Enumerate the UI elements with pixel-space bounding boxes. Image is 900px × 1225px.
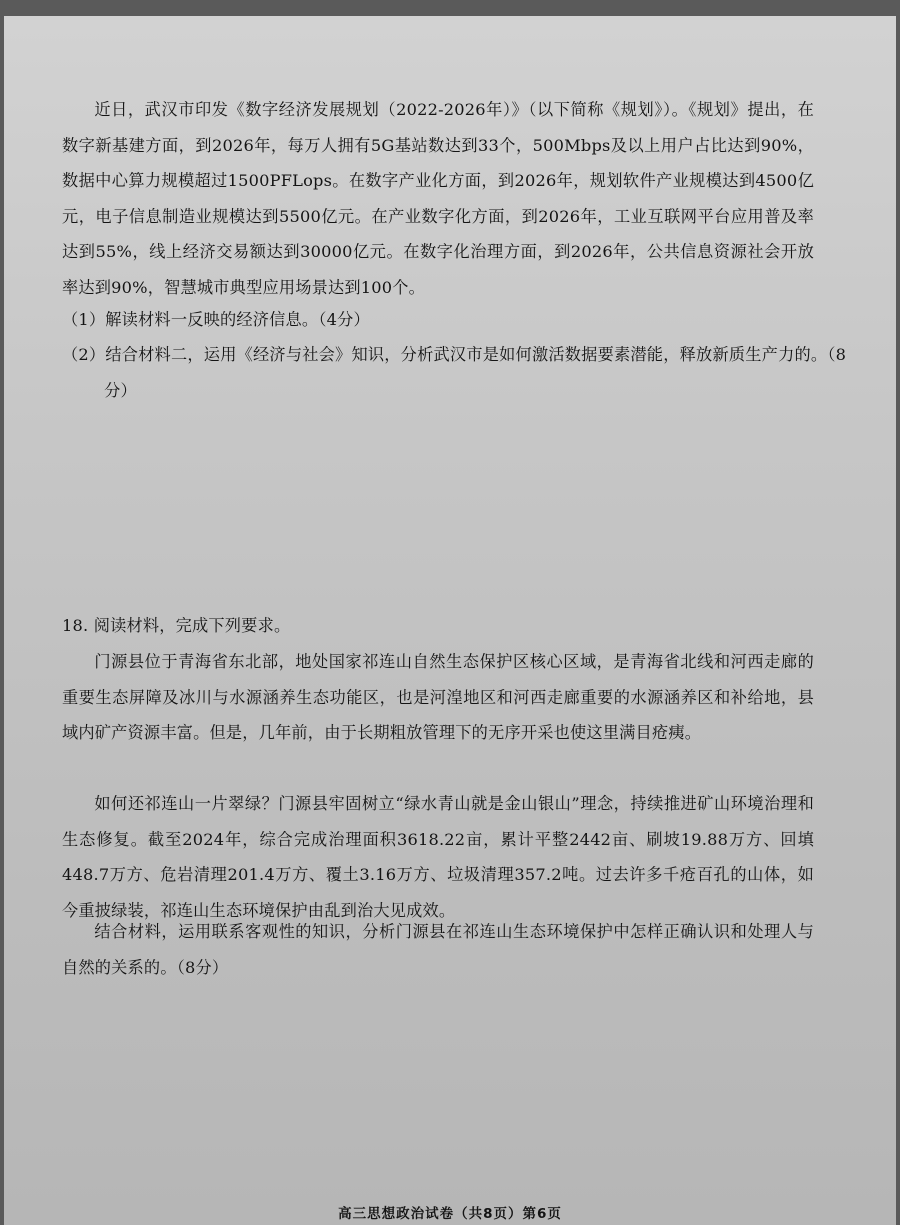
question-18-task: 结合材料，运用联系客观性的知识，分析门源县在祁连山生态环境保护中怎样正确认识和处理人与自然的关系的。（8分） [62,922,814,977]
material-one-paragraph: 近日，武汉市印发《数字经济发展规划（2022-2026年）》（以下简称《规划》）。《规划》提出，在数字新基建方面，到2026年，每万人拥有5G基站数达到33个，500Mbps及以上用户占比达到90%，数据中心算力规模超过1500PFLops。在数字产业化方面，到2026年，规划软件产业规模达到4500亿元，电子信息制造业规模达到5500亿元。在产业数字化方面，到2026年，工业互联网平台应用普及率达到55%，线上经济交易额达到30000亿元。在数字化治理方面，到2026年，公共信息资源社会开放率达到90%，智慧城市典型应用场景达到100个。 [62,100,814,297]
question-18-material-paragraph-1: 门源县位于青海省东北部，地处国家祁连山自然生态保护区核心区域，是青海省北线和河西走廊的重要生态屏障及冰川与水源涵养生态功能区，也是河湟地区和河西走廊重要的水源涵养区和补给地，县域内矿产资源丰富。但是，几年前，由于长期粗放管理下的无序开采也使这里满目疮痍。 [62,652,814,743]
exam-page [4,16,896,1225]
question-18-heading: 18. 阅读材料，完成下列要求。 [62,616,291,635]
question-17-1: （1）解读材料一反映的经济信息。（4分） [62,310,370,329]
question-17-2: （2）结合材料二，运用《经济与社会》知识，分析武汉市是如何激活数据要素潜能，释放新质生产力的。（8分） [62,345,847,400]
page-footer: 高三思想政治试卷（共8页）第6页 [338,1206,562,1222]
question-18-material-paragraph-2: 如何还祁连山一片翠绿？门源县牢固树立“绿水青山就是金山银山”理念，持续推进矿山环境治理和生态修复。截至2024年，综合完成治理面积3618.22亩，累计平整2442亩、刷坡19.88万方、回填448.7万方、危岩清理201.4万方、覆土3.16万方、垃圾清理357.2吨。过去许多千疮百孔的山体，如今重披绿装，祁连山生态环境保护由乱到治大见成效。 [62,794,814,920]
